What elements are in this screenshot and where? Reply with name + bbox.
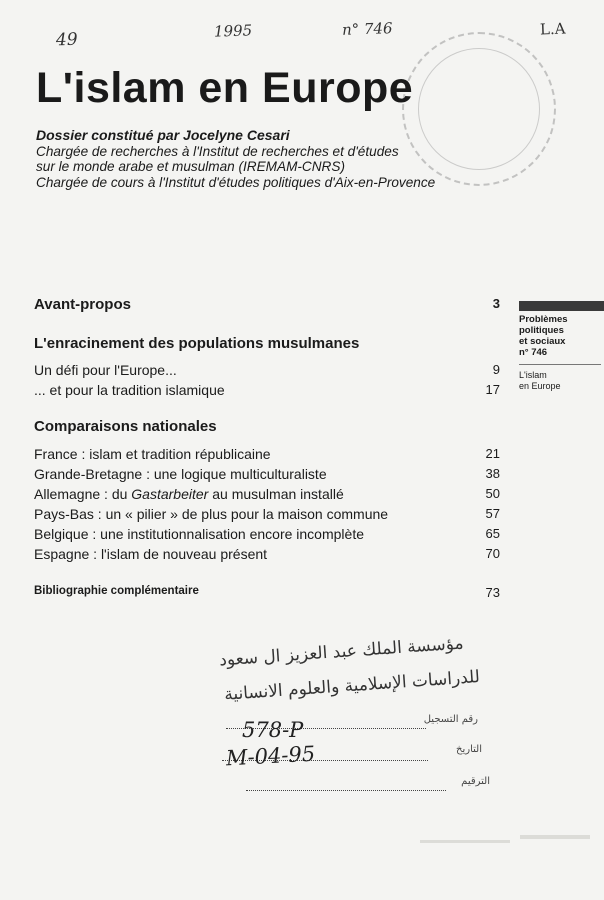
toc-entry [34, 546, 500, 564]
toc-entry [34, 506, 500, 524]
toc-label: Belgique : une institutionnalisation encore incomplète [34, 526, 364, 542]
series-issue: n° 746 [519, 347, 548, 358]
toc-page-number: 70 [485, 546, 500, 561]
toc-label-emphasis: Gastarbeiter [131, 486, 209, 502]
divider [519, 364, 601, 365]
toc-section-heading: Comparaisons nationales [34, 418, 217, 435]
series-name-line: politiques [519, 325, 564, 336]
series-subject-line: L'islam [519, 370, 547, 380]
toc-page-number: 50 [485, 486, 500, 501]
toc-label: Espagne : l'islam de nouveau présent [34, 546, 268, 562]
toc-label: Bibliographie complémentaire [34, 585, 199, 597]
toc-entry [34, 362, 500, 380]
show-through-mark [420, 840, 510, 843]
credits-author: Dossier constitué par Jocelyne Cesari [36, 127, 290, 143]
dotted-line [246, 790, 446, 791]
registration-date: M-04-95 [225, 741, 316, 771]
toc-section-heading: L'enracinement des populations musulmanes [34, 335, 360, 352]
toc-label: Pays-Bas : un « pilier » de plus pour la maison commune [34, 506, 389, 522]
toc-page-number: 17 [485, 382, 500, 397]
toc-label: ... et pour la tradition islamique [34, 382, 225, 398]
credits-line: sur le monde arabe et musulman (IREMAM-CNRS) [36, 159, 345, 174]
toc-page-number: 38 [485, 466, 500, 481]
toc-label: Un défi pour l'Europe... [34, 362, 177, 378]
toc-entry [34, 446, 500, 464]
toc-label: France : islam et tradition républicaine [34, 446, 271, 462]
toc-entry-avant-propos [34, 296, 500, 314]
toc-page-number: 65 [485, 526, 500, 541]
toc-label: Grande-Bretagne : une logique multiculturaliste [34, 466, 327, 482]
toc-entry [34, 526, 500, 544]
series-bar [519, 301, 604, 311]
annotation-year: 1995 [213, 21, 253, 41]
credits-block [36, 128, 435, 190]
toc-page-number: 21 [485, 446, 500, 461]
toc-entry [34, 382, 500, 400]
toc-entry-bibliographie [34, 585, 500, 603]
series-sidebar [519, 301, 604, 392]
show-through-mark [520, 835, 590, 839]
stamp-label-date: التاريخ [456, 744, 482, 755]
credits-line: Chargée de recherches à l'Institut de recherches et d'études [36, 143, 399, 159]
series-name-line: Problèmes [519, 314, 568, 325]
stamp-label-number: رقم التسجيل [423, 714, 478, 725]
library-registration-stamp [196, 628, 526, 818]
registration-number: 578-P [242, 718, 304, 742]
toc-label: Avant-propos [34, 296, 131, 313]
toc-page-number: 9 [492, 362, 500, 377]
toc-label: au musulman installé [208, 486, 344, 502]
stamp-institution-line: للدراسات الإسلامية والعلوم الانسانية [223, 667, 481, 705]
annotation-top-right: L.A [539, 19, 566, 39]
stamp-institution-line: مؤسسة الملك عبد العزيز ال سعود [218, 633, 465, 671]
annotation-top-left: 49 [55, 29, 78, 51]
page-title: L'islam en Europe [36, 64, 414, 112]
toc-page-number: 73 [485, 585, 500, 600]
toc-entry [34, 466, 500, 484]
credits-line: Chargée de cours à l'Institut d'études politiques d'Aix-en-Provence [36, 174, 436, 190]
series-name-line: et sociaux [519, 336, 566, 347]
toc-page-number: 3 [492, 296, 500, 311]
toc-entry [34, 486, 500, 504]
series-subject [519, 370, 604, 392]
series-subject-line: en Europe [519, 381, 561, 391]
series-name [519, 314, 604, 358]
annotation-issue-number: n° 746 [341, 19, 393, 39]
stamp-label-classification: الترقيم [461, 776, 490, 787]
toc-label: Allemagne : du [34, 486, 132, 502]
toc-page-number: 57 [485, 506, 500, 521]
